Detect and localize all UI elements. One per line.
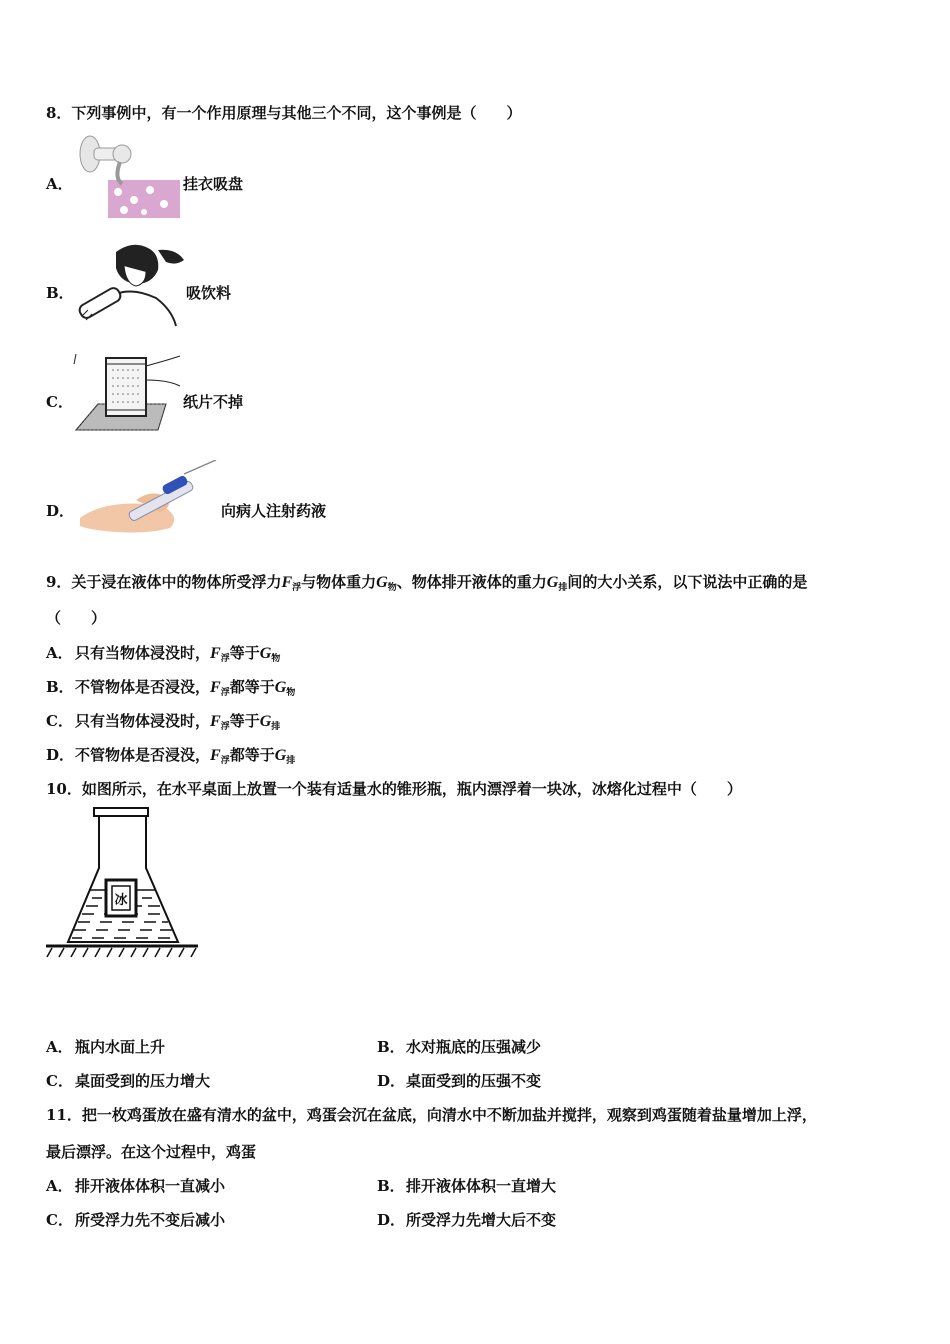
option-text: 只有当物体浸没时， [75,644,211,662]
f-symbol: F [210,679,221,696]
q9-f-symbol: F [281,574,293,591]
q9-option-b [46,676,295,698]
q9-answer-blank: （ ） [46,609,107,627]
option-label: C． [46,1072,73,1090]
option-label: A． [46,644,73,662]
f-subscript: 浮 [220,722,230,732]
g-subscript: 排 [271,722,281,732]
option-label: C． [46,1211,73,1229]
f-symbol: F [210,645,221,662]
q9-g-subscript: 排 [558,583,568,593]
q10-stem: 10．如图所示，在水平桌面上放置一个装有适量水的锥形瓶，瓶内漂浮着一块冰，冰熔化过程中（ ） [46,780,742,798]
option-text: 所受浮力先增大后不变 [406,1211,557,1229]
option-label: B． [377,1038,405,1056]
q11-stem-line2: 最后漂浮。在这个过程中，鸡蛋 [46,1143,257,1161]
q11-option-a [46,1175,225,1196]
q9-option-a [46,642,280,664]
option-text: 瓶内水面上升 [75,1038,166,1056]
g-subscript: 物 [286,688,296,698]
q10-option-d [377,1070,541,1091]
q8-option-b-label: B． [46,284,74,302]
q9-f-subscript: 浮 [292,583,302,593]
q8-stem: 8．下列事例中，有一个作用原理与其他三个不同，这个事例是（ ） [46,104,522,122]
q9-stem-text: 间的大小关系，以下说法中正确的是 [567,573,808,591]
option-text: 所受浮力先不变后减小 [75,1211,226,1229]
q11-option-b [377,1175,556,1196]
g-symbol: G [259,713,272,730]
g-symbol: G [259,645,272,662]
option-label: A． [46,1038,73,1056]
q10-option-a [46,1036,165,1057]
option-text: 都等于 [229,678,275,696]
option-text: 都等于 [229,746,275,764]
q10-option-c [46,1070,210,1091]
option-label: A． [46,1177,73,1195]
option-label: B． [46,678,74,696]
syringe-hand-picture [76,460,220,536]
q11-stem-line1: 11．把一枚鸡蛋放在盛有清水的盆中，鸡蛋会沉在盆底，向清水中不断加盐并搅拌，观察到鸡蛋随着盐量增加上浮， [46,1106,817,1124]
q9-option-c [46,710,280,732]
f-symbol: F [210,747,221,764]
g-subscript: 物 [271,654,281,664]
option-text: 桌面受到的压强不变 [406,1072,542,1090]
suction-hook-picture [76,134,180,218]
girl-drinking-picture [76,240,186,328]
q9-stem-text: 、物体排开液体的重力 [396,573,547,591]
q9-stem-text: 与物体重力 [301,573,377,591]
option-text: 不管物体是否浸没， [75,746,211,764]
option-text: 水对瓶底的压强减少 [406,1038,542,1056]
q9-g-symbol: G [376,574,388,591]
option-label: D． [377,1211,406,1229]
q11-option-d [377,1209,556,1230]
option-label: B． [377,1177,405,1195]
g-symbol: G [274,747,287,764]
q8-option-d-text: 向病人注射药液 [221,502,327,520]
q9-option-d [46,744,295,766]
q8-option-b-text: 吸饮料 [186,284,232,302]
glass-paper-picture [72,350,182,434]
option-text: 排开液体体积一直减小 [75,1177,226,1195]
q10-option-b [377,1036,541,1057]
f-subscript: 浮 [220,688,230,698]
q9-g-subscript: 物 [387,583,397,593]
f-subscript: 浮 [220,756,230,766]
ice-label: 冰 [114,893,128,908]
option-text: 等于 [229,712,260,730]
option-label: D． [377,1072,406,1090]
option-label: C． [46,712,73,730]
f-symbol: F [210,713,221,730]
q9-stem [46,571,807,593]
option-text: 排开液体体积一直增大 [406,1177,557,1195]
q8-option-a-text: 挂衣吸盘 [183,175,244,193]
q8-option-c-label: C． [46,393,73,411]
q9-stem-text: 9．关于浸在液体中的物体所受浮力 [46,573,282,591]
option-text: 不管物体是否浸没， [75,678,211,696]
option-text: 等于 [229,644,260,662]
option-text: 只有当物体浸没时， [75,712,211,730]
f-subscript: 浮 [220,654,230,664]
q8-option-c-text: 纸片不掉 [183,393,244,411]
q11-option-c [46,1209,225,1230]
g-subscript: 排 [286,756,296,766]
option-text: 桌面受到的压力增大 [75,1072,211,1090]
q8-option-a-label: A． [46,175,73,193]
flask-with-ice-diagram [44,806,200,960]
q9-g-symbol: G [546,574,559,591]
option-label: D． [46,746,75,764]
q8-option-d-label: D． [46,502,75,520]
g-symbol: G [274,679,287,696]
